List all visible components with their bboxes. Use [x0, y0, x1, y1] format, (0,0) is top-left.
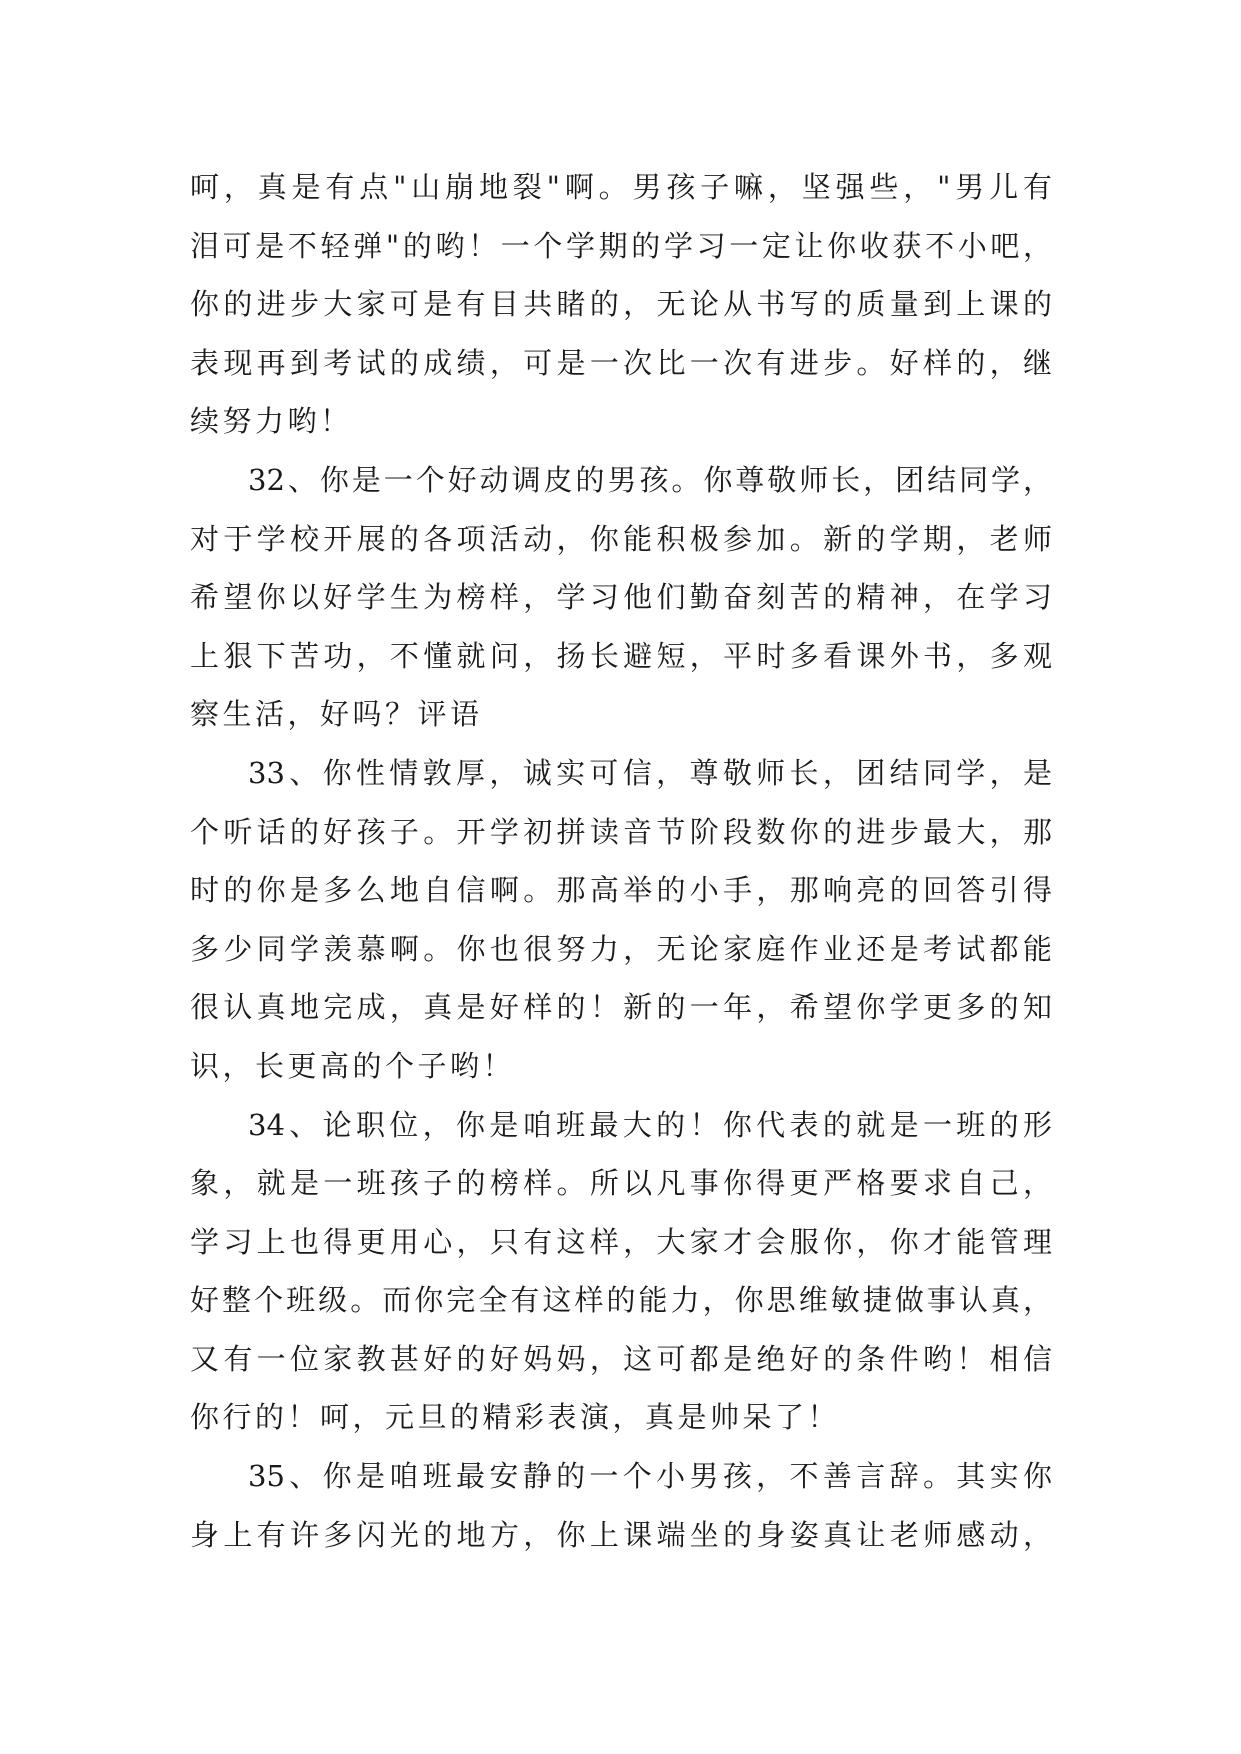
text-line: 呵，真是有点"山崩地裂"啊。男孩子嘛，坚强些，"男儿有 [190, 170, 1052, 204]
text-line: 时的你是多么地自信啊。那高举的小手，那响亮的回答引得 [190, 873, 1052, 908]
text-line: 又有一位家教甚好的好妈妈，这可都是绝好的条件哟！相信 [190, 1341, 1052, 1376]
text-line: 好整个班级。而你完全有这样的能力，你思维敏捷做事认真， [190, 1283, 1052, 1318]
text-line: 很认真地完成，真是好样的！新的一年，希望你学更多的知 [190, 990, 1052, 1025]
text-line: 多少同学羡慕啊。你也很努力，无论家庭作业还是考试都能 [190, 931, 1052, 966]
text-line: 个听话的好孩子。开学初拼读音节阶段数你的进步最大，那 [190, 814, 1052, 849]
text-line: 象，就是一班孩子的榜样。所以凡事你得更严格要求自己， [190, 1166, 1052, 1201]
paragraph-start-line: 32、你是一个好动调皮的男孩。你尊敬师长，团结同学， [248, 462, 1052, 497]
text-line: 察生活，好吗？评语 [190, 697, 483, 732]
text-line: 泪可是不轻弹"的哟！一个学期的学习一定让你收获不小吧， [190, 228, 1052, 263]
text-line: 学习上也得更用心，只有这样，大家才会服你，你才能管理 [190, 1224, 1052, 1259]
text-line: 你的进步大家可是有目共睹的，无论从书写的质量到上课的 [190, 287, 1052, 322]
text-line: 识，长更高的个子哟！ [190, 1048, 516, 1083]
text-line: 表现再到考试的成绩，可是一次比一次有进步。好样的，继 [190, 345, 1052, 380]
paragraph-start-line: 33、你性情敦厚，诚实可信，尊敬师长，团结同学，是 [248, 755, 1052, 790]
paragraph-start-line: 35、你是咱班最安静的一个小男孩，不善言辞。其实你 [248, 1459, 1052, 1494]
text-line: 身上有许多闪光的地方，你上课端坐的身姿真让老师感动， [190, 1517, 1052, 1552]
text-line: 续努力哟！ [190, 404, 353, 439]
text-line: 希望你以好学生为榜样，学习他们勤奋刻苦的精神，在学习 [190, 580, 1052, 615]
paragraph-start-line: 34、论职位，你是咱班最大的！你代表的就是一班的形 [248, 1107, 1052, 1142]
text-line: 对于学校开展的各项活动，你能积极参加。新的学期，老师 [190, 521, 1052, 556]
text-line: 你行的！呵，元旦的精彩表演，真是帅呆了！ [190, 1400, 841, 1435]
document-body [190, 158, 1052, 1564]
text-line: 上狠下苦功，不懂就问，扬长避短，平时多看课外书，多观 [190, 638, 1052, 673]
